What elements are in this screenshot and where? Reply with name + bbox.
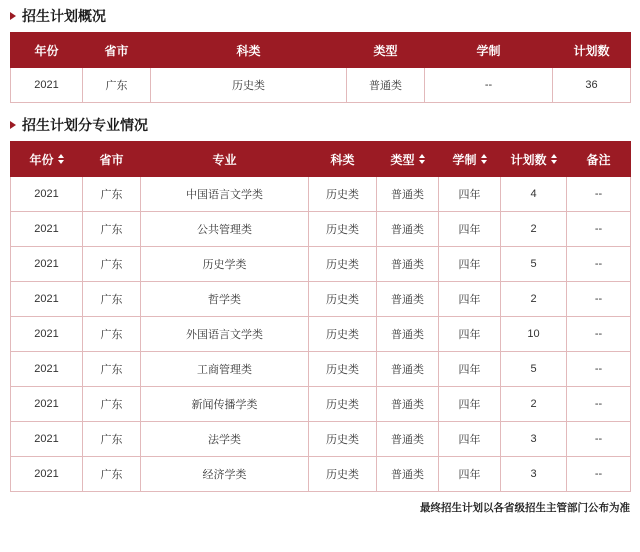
cell-major: 外国语言文学类 [141,317,309,352]
cell-plan-count: 2 [501,212,567,247]
cell-province: 广东 [83,422,141,457]
cell-remark: -- [567,422,631,457]
cell-year: 2021 [11,212,83,247]
overview-table [10,32,631,103]
col-header-major [141,142,309,177]
cell-major: 经济学类 [141,457,309,492]
cell-year: 2021 [11,352,83,387]
cell-type: 普通类 [377,457,439,492]
cell-major: 法学类 [141,422,309,457]
cell-province: 广东 [83,457,141,492]
table-row [11,68,631,103]
cell-duration: -- [425,68,553,103]
cell-province: 广东 [83,212,141,247]
cell-remark: -- [567,212,631,247]
cell-remark: -- [567,177,631,212]
col-header-province-label: 省市 [99,152,124,167]
cell-category: 历史类 [309,352,377,387]
cell-year: 2021 [11,177,83,212]
col-header-category [309,142,377,177]
cell-duration: 四年 [439,282,501,317]
overview-table-header [11,33,631,68]
cell-plan-count: 5 [501,352,567,387]
col-header-plan-count-label: 计划数 [510,152,547,167]
cell-province: 广东 [83,282,141,317]
cell-year: 2021 [11,457,83,492]
cell-major: 新闻传播学类 [141,387,309,422]
major-plan-table [10,141,631,492]
section-title-major-label: 招生计划分专业情况 [22,117,148,133]
cell-category: 历史类 [151,68,347,103]
col-header-major-label: 专业 [212,152,237,167]
cell-category: 历史类 [309,387,377,422]
cell-type: 普通类 [377,422,439,457]
col-header-duration-label: 学制 [452,152,477,167]
table-row [11,212,631,247]
cell-major: 工商管理类 [141,352,309,387]
cell-plan-count: 36 [553,68,631,103]
cell-year: 2021 [11,68,83,103]
cell-category: 历史类 [309,457,377,492]
col-header-category: 科类 [151,33,347,68]
cell-type: 普通类 [377,212,439,247]
col-header-type[interactable] [377,142,439,177]
cell-province: 广东 [83,68,151,103]
overview-table-body [11,68,631,103]
table-row [11,352,631,387]
table-header-row [11,142,631,177]
cell-province: 广东 [83,387,141,422]
cell-type: 普通类 [347,68,425,103]
cell-duration: 四年 [439,212,501,247]
col-header-category-label: 科类 [330,152,355,167]
cell-remark: -- [567,387,631,422]
cell-plan-count: 4 [501,177,567,212]
cell-duration: 四年 [439,457,501,492]
section-title-major [0,109,640,141]
col-header-type-label: 类型 [390,152,415,167]
col-header-plan-count[interactable] [501,142,567,177]
cell-type: 普通类 [377,282,439,317]
col-header-type: 类型 [347,33,425,68]
cell-duration: 四年 [439,387,501,422]
col-header-year-label: 年份 [29,152,54,167]
col-header-year: 年份 [11,33,83,68]
cell-major: 历史学类 [141,247,309,282]
cell-category: 历史类 [309,177,377,212]
cell-remark: -- [567,457,631,492]
cell-remark: -- [567,247,631,282]
cell-year: 2021 [11,247,83,282]
cell-type: 普通类 [377,387,439,422]
cell-major: 中国语言文学类 [141,177,309,212]
cell-remark: -- [567,317,631,352]
cell-duration: 四年 [439,422,501,457]
cell-category: 历史类 [309,212,377,247]
col-header-remark-label: 备注 [586,152,611,167]
cell-remark: -- [567,282,631,317]
cell-year: 2021 [11,282,83,317]
table-row [11,457,631,492]
cell-plan-count: 5 [501,247,567,282]
triangle-bullet-icon [10,121,16,129]
cell-duration: 四年 [439,247,501,282]
major-plan-table-body [11,177,631,492]
cell-province: 广东 [83,352,141,387]
sort-icon[interactable] [551,154,557,164]
cell-type: 普通类 [377,317,439,352]
cell-major: 哲学类 [141,282,309,317]
table-row [11,387,631,422]
cell-year: 2021 [11,422,83,457]
cell-duration: 四年 [439,317,501,352]
footnote: 最终招生计划以各省级招生主管部门公布为准 [420,502,630,514]
table-row [11,247,631,282]
cell-major: 公共管理类 [141,212,309,247]
col-header-remark [567,142,631,177]
cell-plan-count: 3 [501,422,567,457]
table-row [11,282,631,317]
cell-plan-count: 10 [501,317,567,352]
table-row [11,177,631,212]
cell-plan-count: 3 [501,457,567,492]
cell-province: 广东 [83,247,141,282]
section-title-overview [0,0,640,32]
cell-category: 历史类 [309,422,377,457]
table-header-row [11,33,631,68]
major-plan-table-header [11,142,631,177]
cell-type: 普通类 [377,247,439,282]
cell-year: 2021 [11,387,83,422]
cell-duration: 四年 [439,177,501,212]
sort-icon[interactable] [419,154,425,164]
sort-icon[interactable] [58,154,64,164]
sort-icon[interactable] [481,154,487,164]
cell-type: 普通类 [377,177,439,212]
col-header-province [83,142,141,177]
cell-category: 历史类 [309,282,377,317]
col-header-duration[interactable] [439,142,501,177]
col-header-plan-count: 计划数 [553,33,631,68]
table-row [11,317,631,352]
cell-category: 历史类 [309,317,377,352]
col-header-province: 省市 [83,33,151,68]
cell-remark: -- [567,352,631,387]
triangle-bullet-icon [10,12,16,20]
col-header-duration: 学制 [425,33,553,68]
cell-type: 普通类 [377,352,439,387]
cell-duration: 四年 [439,352,501,387]
cell-province: 广东 [83,317,141,352]
col-header-year[interactable] [11,142,83,177]
cell-plan-count: 2 [501,387,567,422]
table-row [11,422,631,457]
cell-plan-count: 2 [501,282,567,317]
cell-province: 广东 [83,177,141,212]
section-title-overview-label: 招生计划概况 [22,8,106,24]
cell-category: 历史类 [309,247,377,282]
cell-year: 2021 [11,317,83,352]
